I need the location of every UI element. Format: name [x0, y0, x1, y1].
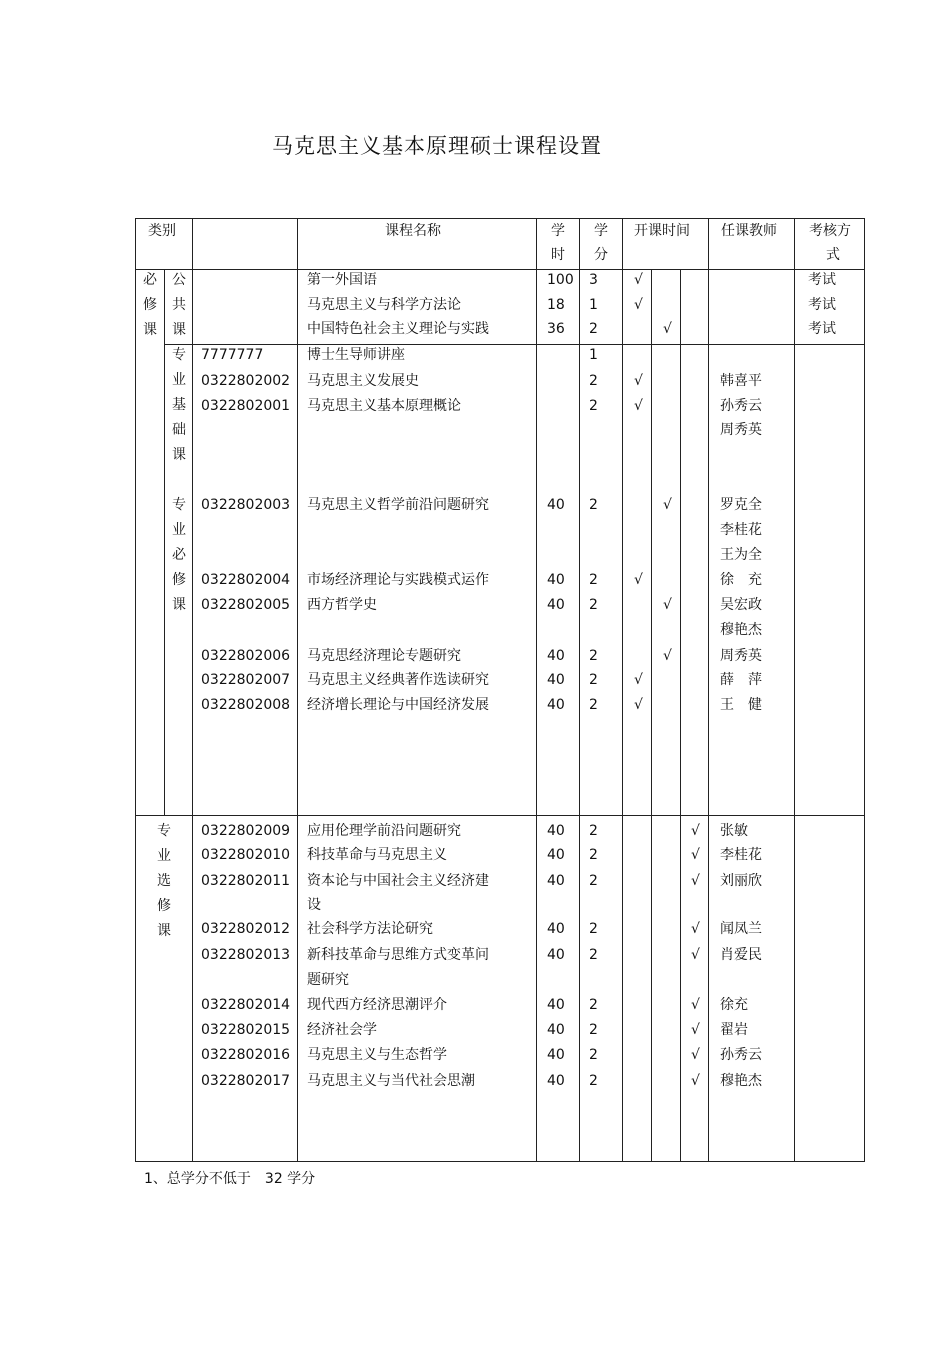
course-hours: 40 [547, 823, 565, 839]
course-name: 设 [307, 897, 321, 913]
exam-method: 考试 [808, 272, 836, 288]
course-hours: 40 [547, 873, 565, 889]
course-hours: 36 [547, 321, 565, 337]
teacher-name: 张敏 [720, 823, 748, 839]
teacher-name: 李桂花 [720, 522, 762, 538]
check-mark: √ [634, 398, 643, 414]
course-hours: 40 [547, 947, 565, 963]
check-mark: √ [634, 697, 643, 713]
teacher-name: 吴宏政 [720, 597, 762, 613]
course-hours: 40 [547, 697, 565, 713]
check-mark: √ [663, 648, 672, 664]
teacher-name: 周秀英 [720, 648, 762, 664]
course-credits: 2 [589, 672, 598, 688]
course-credits: 3 [589, 272, 598, 288]
check-mark: √ [691, 921, 700, 937]
course-name: 马克思主义与科学方法论 [307, 297, 461, 313]
table-divider [680, 270, 681, 1162]
check-mark: √ [691, 997, 700, 1013]
course-name: 社会科学方法论研究 [307, 921, 433, 937]
table-divider [164, 344, 865, 345]
course-code: 0322802013 [201, 947, 291, 963]
course-name: 第一外国语 [307, 272, 377, 288]
course-code: 0322802001 [201, 398, 291, 414]
course-name: 马克思经济理论专题研究 [307, 648, 461, 664]
course-hours: 40 [547, 1022, 565, 1038]
check-mark: √ [691, 1073, 700, 1089]
header-schedule: 开课时间 [634, 223, 690, 239]
table-divider [297, 218, 298, 1162]
table-divider [536, 218, 537, 1162]
course-credits: 2 [589, 873, 598, 889]
teacher-name: 徐充 [720, 997, 748, 1013]
course-hours: 40 [547, 572, 565, 588]
course-credits: 2 [589, 597, 598, 613]
course-name: 马克思主义经典著作选读研究 [307, 672, 489, 688]
course-code: 0322802011 [201, 873, 291, 889]
course-code: 0322802008 [201, 697, 291, 713]
course-credits: 2 [589, 648, 598, 664]
course-code: 0322802006 [201, 648, 291, 664]
check-mark: √ [663, 597, 672, 613]
table-divider [192, 218, 193, 1162]
course-name: 市场经济理论与实践模式运作 [307, 572, 489, 588]
header-hours: 时 [551, 247, 565, 263]
course-credits: 2 [589, 997, 598, 1013]
check-mark: √ [634, 297, 643, 313]
course-credits: 2 [589, 697, 598, 713]
table-divider [651, 270, 652, 1162]
header-credits: 学 [594, 223, 608, 239]
course-credits: 2 [589, 847, 598, 863]
credit-note: 1、总学分不低于 32 学分 [144, 1171, 316, 1187]
check-mark: √ [663, 497, 672, 513]
course-code: 0322802005 [201, 597, 291, 613]
course-hours: 40 [547, 921, 565, 937]
course-hours: 18 [547, 297, 565, 313]
course-credits: 2 [589, 947, 598, 963]
course-name: 博士生导师讲座 [307, 347, 405, 363]
table-divider [708, 218, 709, 1162]
check-mark: √ [691, 1022, 700, 1038]
teacher-name: 穆艳杰 [720, 1073, 762, 1089]
course-code: 7777777 [201, 347, 264, 363]
category-required: 必 修 课 [143, 272, 157, 338]
check-mark: √ [691, 847, 700, 863]
header-exam: 式 [826, 247, 840, 263]
course-credits: 2 [589, 1073, 598, 1089]
header-credits: 分 [594, 247, 608, 263]
check-mark: √ [634, 672, 643, 688]
course-credits: 2 [589, 321, 598, 337]
course-name: 马克思主义基本原理概论 [307, 398, 461, 414]
course-credits: 2 [589, 398, 598, 414]
check-mark: √ [691, 947, 700, 963]
course-code: 0322802007 [201, 672, 291, 688]
teacher-name: 周秀英 [720, 422, 762, 438]
course-hours: 100 [547, 272, 574, 288]
course-code: 0322802003 [201, 497, 291, 513]
course-code: 0322802009 [201, 823, 291, 839]
course-code: 0322802017 [201, 1073, 291, 1089]
course-name: 科技革命与马克思主义 [307, 847, 447, 863]
course-hours: 40 [547, 497, 565, 513]
teacher-name: 孙秀云 [720, 398, 762, 414]
course-name: 资本论与中国社会主义经济建 [307, 873, 489, 889]
teacher-name: 刘丽欣 [720, 873, 762, 889]
page-title: 马克思主义基本原理硕士课程设置 [272, 134, 602, 158]
course-code: 0322802010 [201, 847, 291, 863]
teacher-name: 徐 充 [720, 572, 762, 588]
category-major-required: 专 业 必 修 课 [172, 497, 186, 613]
check-mark: √ [691, 1047, 700, 1063]
header-hours: 学 [551, 223, 565, 239]
check-mark: √ [691, 873, 700, 889]
check-mark: √ [634, 272, 643, 288]
course-name: 经济社会学 [307, 1022, 377, 1038]
category-public: 公 共 课 [172, 272, 186, 338]
header-category: 类别 [148, 223, 176, 239]
course-code: 0322802015 [201, 1022, 291, 1038]
course-credits: 2 [589, 497, 598, 513]
course-name: 经济增长理论与中国经济发展 [307, 697, 489, 713]
course-name: 马克思主义与当代社会思潮 [307, 1073, 475, 1089]
teacher-name: 李桂花 [720, 847, 762, 863]
teacher-name: 闻凤兰 [720, 921, 762, 937]
table-divider [135, 269, 865, 270]
course-hours: 40 [547, 1047, 565, 1063]
course-name: 马克思主义与生态哲学 [307, 1047, 447, 1063]
course-credits: 1 [589, 347, 598, 363]
table-divider [622, 218, 623, 1162]
table-divider [794, 218, 795, 1162]
teacher-name: 韩喜平 [720, 373, 762, 389]
teacher-name: 王 健 [720, 697, 762, 713]
course-credits: 2 [589, 1047, 598, 1063]
teacher-name: 肖爱民 [720, 947, 762, 963]
teacher-name: 王为全 [720, 547, 762, 563]
header-exam: 考核方 [809, 223, 851, 239]
exam-method: 考试 [808, 321, 836, 337]
course-hours: 40 [547, 597, 565, 613]
course-credits: 2 [589, 572, 598, 588]
course-hours: 40 [547, 672, 565, 688]
course-name: 应用伦理学前沿问题研究 [307, 823, 461, 839]
category-major-basic: 专 业 基 础 课 [172, 347, 186, 463]
check-mark: √ [691, 823, 700, 839]
teacher-name: 薛 萍 [720, 672, 762, 688]
course-code: 0322802016 [201, 1047, 291, 1063]
course-code: 0322802002 [201, 373, 291, 389]
exam-method: 考试 [808, 297, 836, 313]
teacher-name: 翟岩 [720, 1022, 748, 1038]
course-name: 题研究 [307, 972, 349, 988]
course-hours: 40 [547, 997, 565, 1013]
table-divider [579, 218, 580, 1162]
check-mark: √ [634, 572, 643, 588]
course-credits: 2 [589, 1022, 598, 1038]
header-teacher: 任课教师 [721, 223, 777, 239]
teacher-name: 孙秀云 [720, 1047, 762, 1063]
course-credits: 1 [589, 297, 598, 313]
check-mark: √ [663, 321, 672, 337]
course-name: 马克思主义哲学前沿问题研究 [307, 497, 489, 513]
course-hours: 40 [547, 1073, 565, 1089]
course-credits: 2 [589, 373, 598, 389]
course-name: 新科技革命与思维方式变革问 [307, 947, 489, 963]
course-credits: 2 [589, 921, 598, 937]
course-name: 西方哲学史 [307, 597, 377, 613]
course-credits: 2 [589, 823, 598, 839]
course-code: 0322802014 [201, 997, 291, 1013]
course-name: 马克思主义发展史 [307, 373, 419, 389]
course-hours: 40 [547, 648, 565, 664]
course-hours: 40 [547, 847, 565, 863]
teacher-name: 穆艳杰 [720, 622, 762, 638]
course-name: 现代西方经济思潮评介 [307, 997, 447, 1013]
header-course-name: 课程名称 [385, 223, 441, 239]
teacher-name: 罗克全 [720, 497, 762, 513]
check-mark: √ [634, 373, 643, 389]
course-code: 0322802012 [201, 921, 291, 937]
table-divider [135, 815, 865, 816]
category-elective: 专 业 选 修 课 [157, 823, 171, 939]
course-code: 0322802004 [201, 572, 291, 588]
table-divider [164, 270, 165, 815]
course-name: 中国特色社会主义理论与实践 [307, 321, 489, 337]
